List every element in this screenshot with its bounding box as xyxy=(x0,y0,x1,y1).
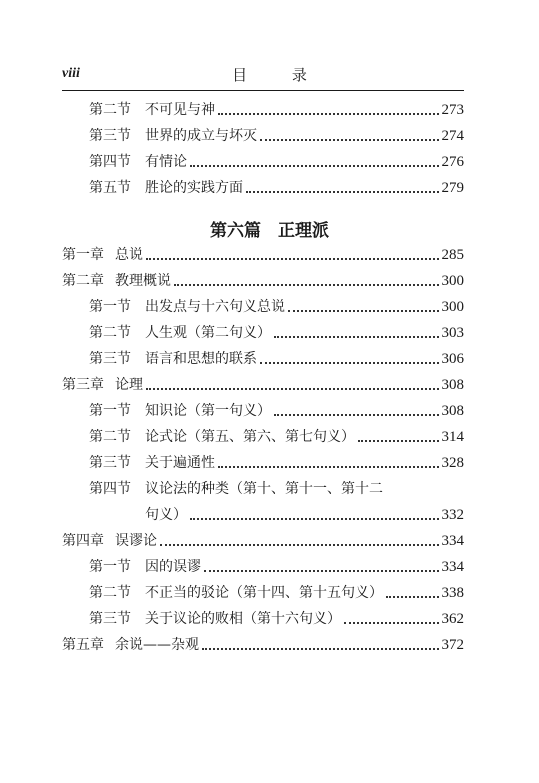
entry-title: 论式论（第五、第六、第七句义） xyxy=(145,429,355,445)
entry-title: 知识论（第一句义） xyxy=(145,403,271,419)
entry-page: 300 xyxy=(441,273,464,289)
entry-title: 不正当的驳论（第十四、第十五句义） xyxy=(145,585,383,601)
toc-section-entry xyxy=(89,454,464,472)
entry-page: 338 xyxy=(441,585,464,601)
entry-page: 306 xyxy=(441,351,464,367)
dot-leader xyxy=(246,191,439,193)
toc-chapter-entry xyxy=(62,376,464,394)
entry-number: 第四节 xyxy=(89,481,131,497)
toc-section-entry xyxy=(89,428,464,446)
entry-title: 人生观（第二句义） xyxy=(145,325,271,341)
dot-leader xyxy=(146,258,439,260)
toc-section-entry xyxy=(89,402,464,420)
entry-page: 300 xyxy=(441,299,464,315)
dot-leader xyxy=(218,113,439,115)
entry-title: 有情论 xyxy=(145,154,187,170)
entry-page: 314 xyxy=(441,429,464,445)
entry-title: 出发点与十六句义总说 xyxy=(145,299,285,315)
entry-number: 第三节 xyxy=(89,455,131,471)
entry-page: 362 xyxy=(441,611,464,627)
toc-section-entry xyxy=(89,153,464,171)
toc-section-entry xyxy=(89,298,464,316)
entry-title: 关于遍通性 xyxy=(145,455,215,471)
entry-title: 因的误谬 xyxy=(145,559,201,575)
entry-title: 教理概说 xyxy=(115,273,171,289)
dot-leader xyxy=(204,570,439,572)
dot-leader xyxy=(190,165,439,167)
dot-leader xyxy=(288,310,439,312)
entry-number: 第一节 xyxy=(89,559,131,575)
entry-number: 第四章 xyxy=(62,533,104,549)
toc-section-entry xyxy=(89,480,383,498)
entry-number: 第二章 xyxy=(62,273,104,289)
toc-section-entry xyxy=(89,324,464,342)
entry-number: 第二节 xyxy=(89,429,131,445)
entry-number: 第五章 xyxy=(62,637,104,653)
toc-section-entry xyxy=(89,350,464,368)
entry-number: 第一节 xyxy=(89,299,131,315)
entry-page: 303 xyxy=(441,325,464,341)
entry-number: 第一章 xyxy=(62,247,104,263)
entry-title: 关于议论的败相（第十六句义） xyxy=(145,611,341,627)
dot-leader xyxy=(260,362,439,364)
entry-page: 285 xyxy=(441,247,464,263)
entry-number: 第四节 xyxy=(89,154,131,170)
toc-chapter-entry xyxy=(62,636,464,654)
toc-section-entry xyxy=(89,127,464,145)
entry-page: 274 xyxy=(441,128,464,144)
dot-leader xyxy=(218,466,439,468)
entry-title: 议论法的种类（第十、第十一、第十二 xyxy=(145,481,383,497)
dot-leader xyxy=(274,336,439,338)
entry-number: 第三章 xyxy=(62,377,104,393)
header-title: 目 录 xyxy=(232,66,327,84)
entry-number: 第五节 xyxy=(89,180,131,196)
dot-leader xyxy=(202,648,439,650)
entry-page: 276 xyxy=(441,154,464,170)
dot-leader xyxy=(260,139,439,141)
entry-page: 279 xyxy=(441,180,464,196)
toc-entry-continuation xyxy=(145,506,464,524)
dot-leader xyxy=(386,596,439,598)
entry-page: 334 xyxy=(441,533,464,549)
entry-title: 世界的成立与坏灭 xyxy=(145,128,257,144)
entry-number: 第二节 xyxy=(89,102,131,118)
toc-section-entry xyxy=(89,179,464,197)
entry-number: 第二节 xyxy=(89,585,131,601)
entry-title: 胜论的实践方面 xyxy=(145,180,243,196)
entry-title: 不可见与神 xyxy=(145,102,215,118)
toc-section-entry xyxy=(89,558,464,576)
dot-leader xyxy=(274,414,439,416)
dot-leader xyxy=(160,544,439,546)
entry-number: 第三节 xyxy=(89,128,131,144)
header-page-number: viii xyxy=(62,66,80,81)
entry-page: 308 xyxy=(441,377,464,393)
entry-title: 误谬论 xyxy=(115,533,157,549)
entry-number: 第三节 xyxy=(89,351,131,367)
entry-page: 308 xyxy=(441,403,464,419)
toc-section-entry xyxy=(89,610,464,628)
dot-leader xyxy=(174,284,439,286)
toc-chapter-entry xyxy=(62,272,464,290)
entry-page: 372 xyxy=(441,637,464,653)
dot-leader xyxy=(190,518,439,520)
dot-leader xyxy=(146,388,439,390)
entry-number: 第三节 xyxy=(89,611,131,627)
entry-title: 论理 xyxy=(115,377,143,393)
toc-chapter-entry xyxy=(62,532,464,550)
entry-title: 语言和思想的联系 xyxy=(145,351,257,367)
dot-leader xyxy=(344,622,439,624)
toc-chapter-entry xyxy=(62,246,464,264)
part-title: 第六篇 正理派 xyxy=(210,221,329,241)
toc-section-entry xyxy=(89,101,464,119)
entry-number: 第一节 xyxy=(89,403,131,419)
entry-title: 总说 xyxy=(115,247,143,263)
entry-title-continuation: 句义） xyxy=(145,507,187,523)
entry-page: 273 xyxy=(441,102,464,118)
toc-section-entry xyxy=(89,584,464,602)
entry-page: 332 xyxy=(441,507,464,523)
entry-page: 334 xyxy=(441,559,464,575)
entry-title: 余说——杂观 xyxy=(115,637,199,653)
dot-leader xyxy=(358,440,439,442)
entry-page: 328 xyxy=(441,455,464,471)
entry-number: 第二节 xyxy=(89,325,131,341)
